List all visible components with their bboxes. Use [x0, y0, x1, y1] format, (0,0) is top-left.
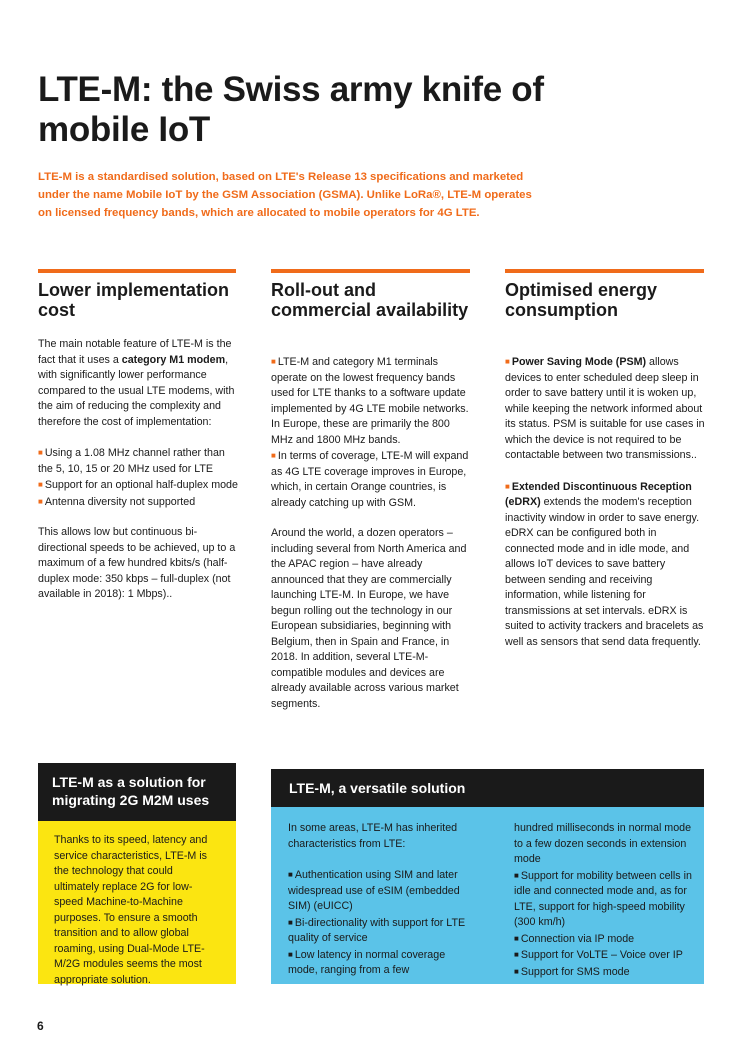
list-item: [505, 354, 705, 464]
bullet-icon: ■: [38, 448, 43, 457]
column-body-rollout: [271, 354, 471, 727]
blue-box-left-column: [288, 821, 468, 979]
column-divider: [38, 269, 236, 273]
text: Low latency in normal coverage mode, ranging from a few: [288, 948, 446, 976]
list-item: [38, 447, 225, 475]
text: Authentication using SIM and later widespread use of eSIM (embedded SIM) (eUICC): [288, 869, 460, 912]
column-divider: [505, 269, 704, 273]
blue-box-heading: LTE-M, a versatile solution: [271, 769, 704, 807]
bullet-icon: ■: [514, 933, 519, 943]
text: hundred milliseconds in normal mode to a few dozen seconds in extension mode: [514, 822, 692, 865]
list-item: [271, 356, 469, 446]
yellow-box-body: Thanks to its speed, latency and service characteristics, LTE-M is the technology that could ultimately replace 2G for low-speed Machine-to-Machine purposes. To ensure a smooth transition and to allow global roaming, using Dual-Mode LTE-M/2G modules seems the most appropriate solution.: [38, 821, 236, 984]
bullet-icon: ■: [38, 496, 43, 506]
text: allows devices to enter scheduled deep sleep in order to save battery until it is woken up, while keeping the network informed about its status. PSM is suitable for use cases in which the device is not required to be contactable between two transmissions..: [505, 356, 705, 461]
blue-box-body: [271, 807, 704, 984]
intro-paragraph: LTE-M is a standardised solution, based on LTE's Release 13 specifications and marketed under the name Mobile IoT by the GSM Association (GSMA). Unlike LoRa®, LTE-M operates on licensed frequency bands, which are allocated to mobile operators for 4G LTE.: [38, 171, 532, 219]
text: Support for VoLTE – Voice over IP: [520, 949, 683, 961]
bold-text: Extended Discontinuous Reception (eDRX): [505, 480, 692, 508]
list-item: [514, 870, 692, 929]
bullet-icon: ■: [271, 357, 276, 366]
column-heading-cost: Lower implementation cost: [38, 280, 230, 320]
bullet-list: [271, 354, 471, 511]
page-number: 6: [37, 1019, 44, 1033]
list-item: [288, 949, 445, 977]
paragraph: [38, 337, 242, 430]
list-item: [514, 966, 630, 978]
bullet-icon: ■: [271, 451, 276, 460]
bullet-icon: ■: [288, 917, 293, 927]
text: extends the modem's reception inactivity window in order to save energy. eDRX can be configured both in connected mode and in idle mode, and allows IoT devices to save battery between sending and receiving information, while listening for transmissions at set intervals. eDRX is suited to activity trackers and bracelets as well as sensors that send data frequently.: [505, 496, 704, 648]
text: Support for mobility between cells in idle and connected mode and, as for LTE, support for high-speed mobility (300 km/h): [514, 869, 692, 928]
list-item: [288, 917, 465, 945]
bullet-icon: ■: [38, 480, 43, 489]
text: , with significantly lower performance compared to the usual LTE modems, with the aim of reducing the complexity and therefore the cost of implementation:: [38, 353, 235, 428]
text: The main notable feature of LTE-M is the fact that it uses a: [38, 338, 232, 366]
bullet-icon: ■: [514, 966, 519, 976]
text: Using a 1.08 MHz channel rather than the 5, 10, 15 or 20 MHz used for LTE: [38, 447, 225, 475]
list-item: [514, 949, 683, 961]
list-item: [38, 496, 195, 508]
bullet-icon: ■: [288, 949, 293, 959]
column-heading-rollout: Roll-out and commercial availability: [271, 280, 469, 320]
paragraph: In some areas, LTE-M has inherited characteristics from LTE:: [288, 822, 458, 850]
bold-text: category M1 modem: [121, 353, 226, 366]
text: Support for SMS mode: [520, 965, 630, 978]
blue-box-right-column: [514, 821, 692, 980]
text: Bi-directionality with support for LTE quality of service: [288, 916, 466, 944]
list-item: [514, 933, 634, 945]
list-item: [288, 869, 460, 912]
text: LTE-M and category M1 terminals operate on the lowest frequency bands used for LTE thanks to a software update implemented by 4G LTE mobile networks. In Europe, these are primarily the 800 MHz and 1800 MHz bands.: [271, 356, 469, 446]
column-body-cost: [38, 337, 242, 618]
column-body-energy: [505, 354, 705, 665]
bullet-icon: ■: [505, 481, 510, 491]
bullet-icon: ■: [288, 870, 293, 879]
bullet-icon: ■: [505, 357, 510, 366]
paragraph: This allows low but continuous bi-directional speeds to be achieved, up to a maximum of a few hundred kbits/s (half-duplex mode: 350 kbps – full-duplex (not available in 2018): 1 Mbps)..: [38, 526, 236, 600]
yellow-box-heading: LTE-M as a solution for migrating 2G M2M uses: [38, 763, 236, 821]
list-item: [505, 479, 705, 651]
paragraph: Around the world, a dozen operators – including several from North America and the APAC region – have already announced that they are commercially launching LTE-M. In Europe, we have begun rolling out the technology in our European subsidiaries, beginning with Belgium, then in Spain and France, in 2018. In addition, several LTE-M-compatible modules and devices are already available across various market segments.: [271, 527, 467, 710]
bullet-icon: ■: [514, 870, 519, 880]
text: Antenna diversity not supported: [44, 495, 196, 508]
column-heading-energy: Optimised energy consumption: [505, 280, 658, 320]
text: Support for an optional half-duplex mode: [44, 479, 238, 491]
bullet-icon: ■: [514, 950, 519, 959]
text: Connection via IP mode: [520, 932, 635, 945]
list-item: [38, 479, 238, 491]
bold-text: Power Saving Mode (PSM): [511, 356, 647, 368]
bullet-list: [38, 445, 242, 510]
list-item: [271, 450, 468, 509]
column-divider: [271, 269, 470, 273]
page-title: LTE-M: the Swiss army knife of mobile IoT: [38, 70, 544, 149]
text: In terms of coverage, LTE-M will expand as 4G LTE coverage improves in Europe, which, in certain Orange countries, is already catching up with GSM.: [271, 450, 469, 509]
